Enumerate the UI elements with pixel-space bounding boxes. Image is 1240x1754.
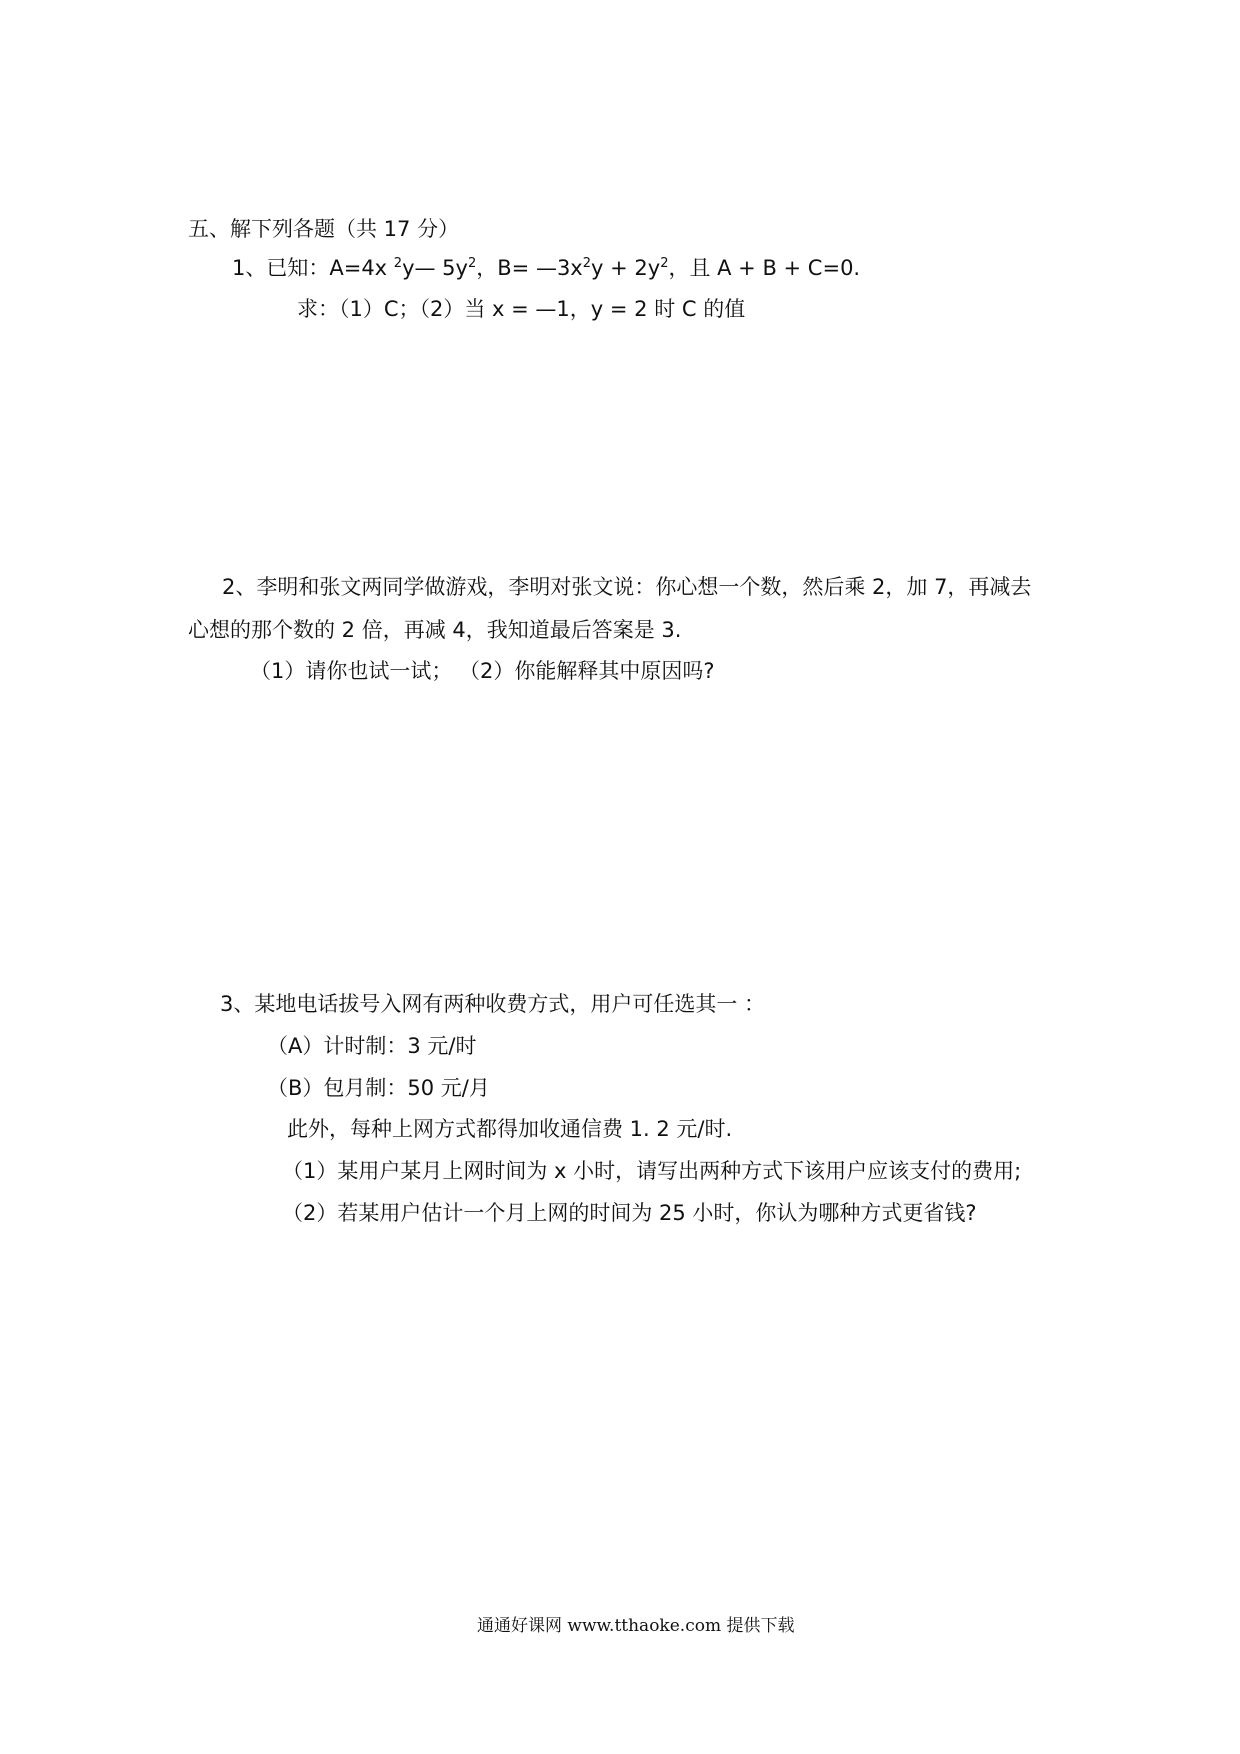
q1-b-part: ，B= —3x [476, 256, 583, 280]
q1-b-exponent: 2 [582, 256, 592, 271]
question-3-intro: 3、某地电话拔号入网有两种收费方式，用户可任选其一 ： [220, 992, 766, 1016]
question-3-option-b: （B）包月制：50 元/月 [267, 1076, 490, 1100]
q1-b-middle: y + 2y [591, 256, 661, 280]
q1-prefix: 1、已知：A=4x [232, 256, 394, 280]
question-1-ask: 求：（1）C；（2）当 x = —1，y = 2 时 C 的值 [297, 297, 746, 321]
section-heading: 五、解下列各题（共 17 分） [188, 217, 460, 241]
question-3-option-a: （A）计时制：3 元/时 [267, 1034, 477, 1058]
q1-a-exponent: 2 [393, 256, 403, 271]
question-2-line-2: 心想的那个数的 2 倍，再减 4，我知道最后答案是 3. [188, 618, 682, 642]
question-3-subquestion-2: （2）若某用户估计一个月上网的时间为 25 小时，你认为哪种方式更省钱? [282, 1201, 977, 1225]
question-2-subquestions: （1）请你也试一试； （2）你能解释其中原因吗? [250, 659, 715, 683]
footer-source: 通通好课网 www.tthaoke.com 提供下载 [477, 1616, 795, 1636]
q1-a-middle: y— 5y [402, 256, 468, 280]
q1-a-exponent-2: 2 [467, 256, 477, 271]
question-3-subquestion-1: （1）某用户某月上网时间为 x 小时，请写出两种方式下该用户应该支付的费用; [282, 1159, 1022, 1183]
question-2-line-1: 2、李明和张文两同学做游戏，李明对张文说：你心想一个数，然后乘 2，加 7，再减去 [222, 575, 1032, 599]
question-3-note: 此外，每种上网方式都得加收通信费 1. 2 元/时. [287, 1117, 733, 1141]
q1-suffix: ，且 A + B + C=0. [668, 256, 861, 280]
q1-b-exponent-2: 2 [660, 256, 669, 271]
question-1-given [232, 258, 860, 279]
